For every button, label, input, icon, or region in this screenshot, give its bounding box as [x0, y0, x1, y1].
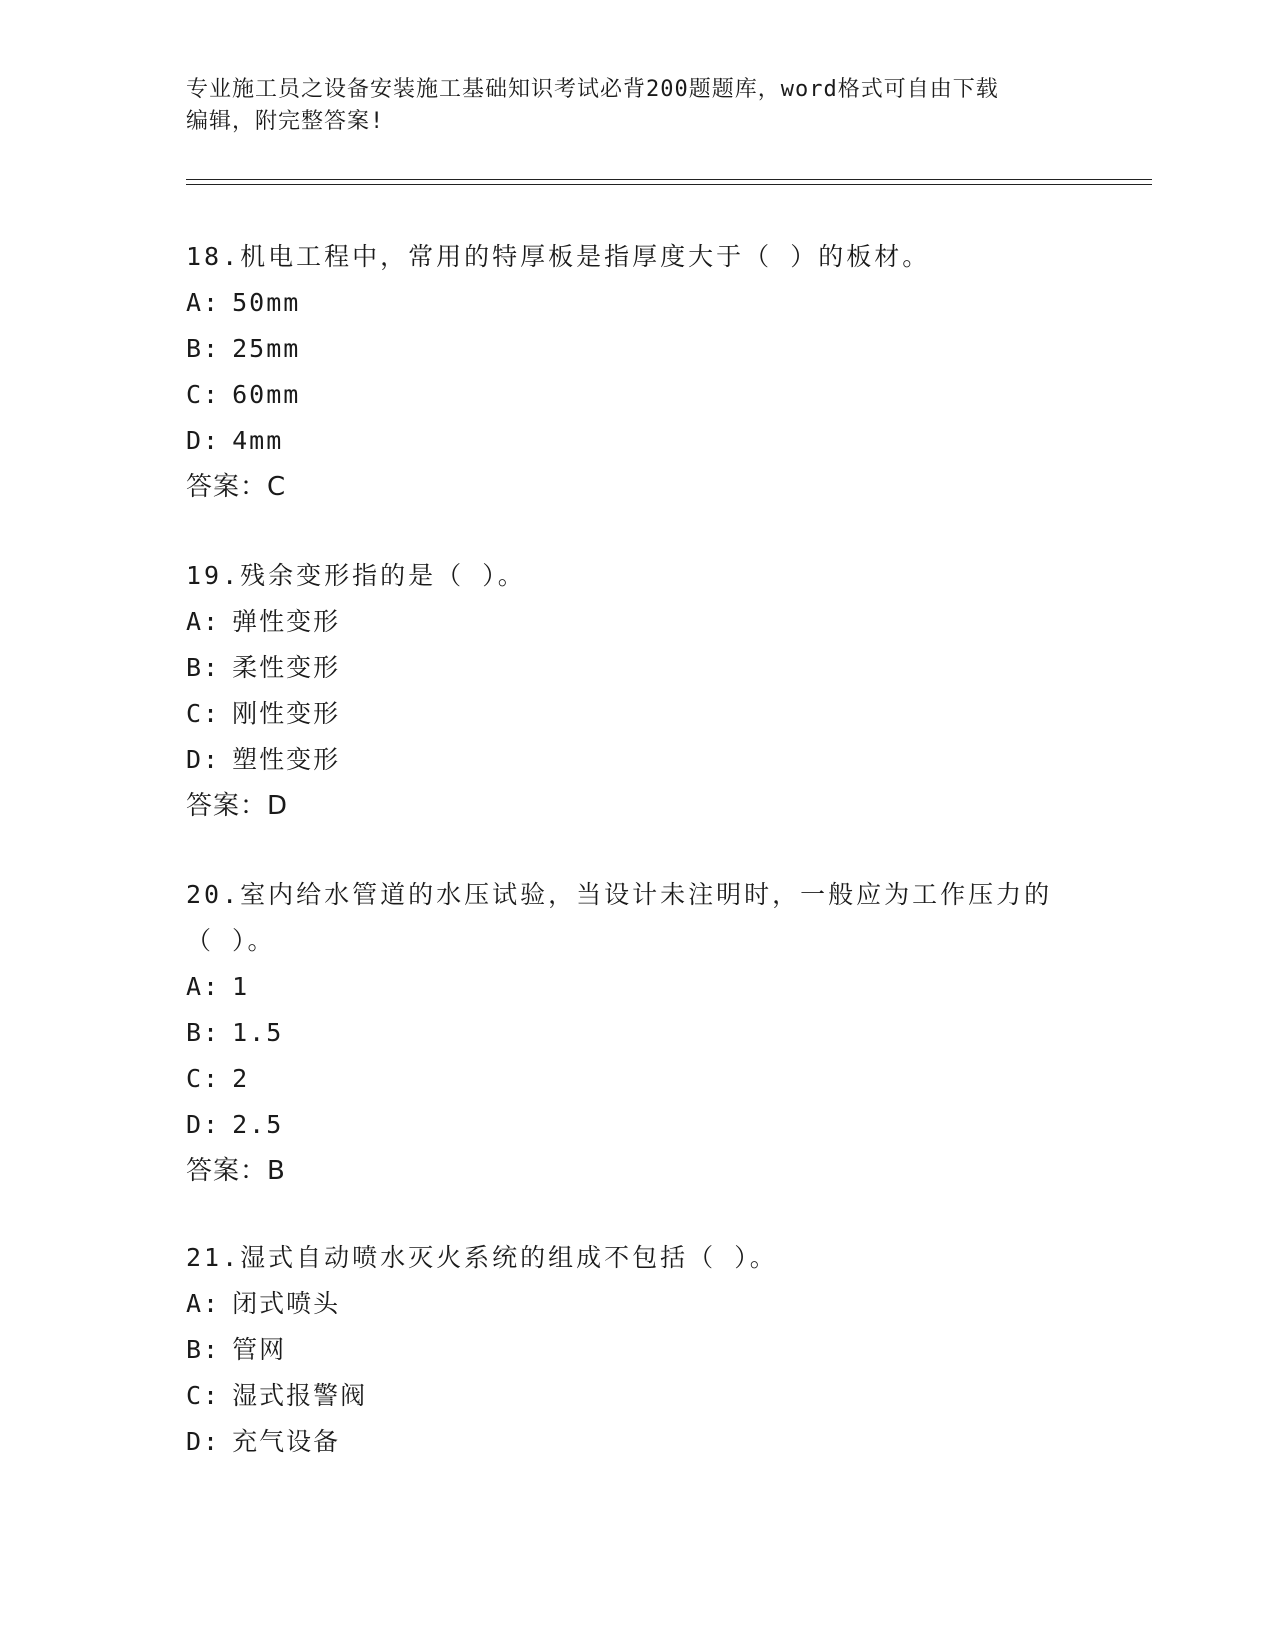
option-text: 1.5 [232, 1018, 284, 1047]
header-divider-bottom [186, 184, 1152, 185]
option-d [186, 418, 1086, 464]
option-text: 1 [232, 972, 250, 1001]
option-text: 湿式报警阀 [232, 1381, 368, 1410]
option-letter: D: [186, 745, 221, 774]
option-letter: B: [186, 653, 221, 682]
option-letter: A: [186, 972, 221, 1001]
option-letter: B: [186, 334, 221, 363]
option-b [186, 1327, 1086, 1373]
option-letter: B: [186, 1018, 221, 1047]
question-stem: 19.残余变形指的是（ ）。 [186, 561, 526, 590]
option-text: 2.5 [232, 1110, 284, 1139]
answer-line: 答案：B [186, 1156, 286, 1186]
option-text: 25mm [232, 334, 301, 363]
question-21 [186, 1235, 1086, 1465]
option-text: 弹性变形 [232, 607, 341, 636]
option-c [186, 691, 1086, 737]
option-text: 4mm [232, 426, 284, 455]
question-20 [186, 872, 1086, 1194]
option-text: 60mm [232, 380, 301, 409]
option-letter: A: [186, 607, 221, 636]
option-b [186, 326, 1086, 372]
option-letter: D: [186, 426, 221, 455]
option-letter: D: [186, 1427, 221, 1456]
option-text: 塑性变形 [232, 745, 341, 774]
option-letter: C: [186, 380, 221, 409]
question-18 [186, 234, 1086, 510]
option-letter: C: [186, 699, 221, 728]
option-a [186, 1281, 1086, 1327]
option-c [186, 1373, 1086, 1419]
question-stem: 18.机电工程中，常用的特厚板是指厚度大于（ ）的板材。 [186, 242, 931, 271]
question-19 [186, 553, 1086, 829]
answer-line: 答案：D [186, 791, 289, 821]
option-a [186, 964, 1086, 1010]
header-line-2: 编辑，附完整答案! [186, 109, 385, 134]
option-letter: A: [186, 288, 221, 317]
option-d [186, 737, 1086, 783]
header-line-1: 专业施工员之设备安装施工基础知识考试必背200题题库，word格式可自由下载 [186, 77, 999, 102]
option-d [186, 1102, 1086, 1148]
option-c [186, 1056, 1086, 1102]
option-letter: D: [186, 1110, 221, 1139]
option-letter: C: [186, 1064, 221, 1093]
option-letter: C: [186, 1381, 221, 1410]
answer-line: 答案：C [186, 472, 287, 502]
option-text: 2 [232, 1064, 250, 1093]
question-stem: 21.湿式自动喷水灭火系统的组成不包括（ ）。 [186, 1243, 778, 1272]
option-a [186, 280, 1086, 326]
option-text: 闭式喷头 [232, 1289, 341, 1318]
option-b [186, 645, 1086, 691]
option-text: 管网 [232, 1335, 287, 1364]
header-divider-top [186, 179, 1152, 180]
option-text: 刚性变形 [232, 699, 341, 728]
document-header [186, 74, 1086, 138]
option-text: 充气设备 [232, 1427, 341, 1456]
option-b [186, 1010, 1086, 1056]
question-stem-continued: （ ）。 [186, 926, 276, 955]
option-d [186, 1419, 1086, 1465]
option-text: 柔性变形 [232, 653, 341, 682]
option-a [186, 599, 1086, 645]
option-text: 50mm [232, 288, 301, 317]
option-c [186, 372, 1086, 418]
option-letter: B: [186, 1335, 221, 1364]
option-letter: A: [186, 1289, 221, 1318]
question-stem: 20.室内给水管道的水压试验，当设计未注明时，一般应为工作压力的 [186, 880, 1053, 909]
